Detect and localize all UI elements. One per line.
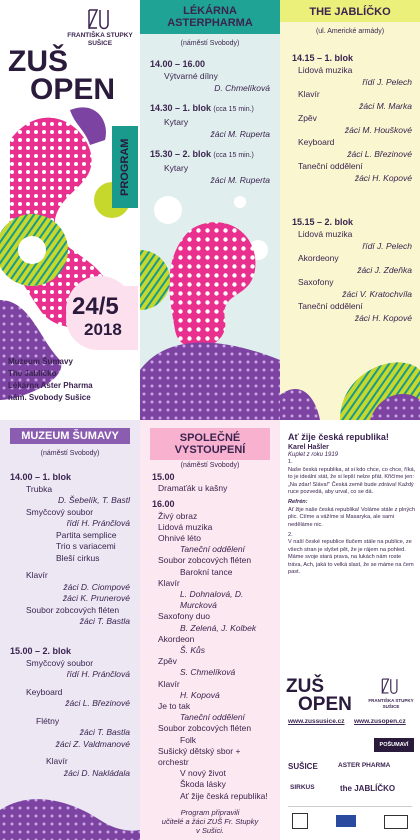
web-link-zusopen[interactable]: www.zusopen.cz (354, 718, 406, 725)
jablicko-decoration (280, 340, 420, 420)
item-performer: Š. Kůs (180, 645, 206, 656)
funding-logos (288, 806, 412, 831)
item-name: Ohnivé léto (158, 533, 201, 544)
item-name: Sušický dětský sbor + orchestr (158, 745, 241, 768)
item-name: Taneční oddělení (298, 301, 363, 311)
cover-panel (0, 0, 140, 420)
item-name: Klavír (298, 89, 320, 99)
item-performer: V nový život (180, 768, 226, 779)
item-performer: Ať žije česká republika! (180, 790, 268, 801)
spolecne-title (140, 432, 280, 456)
item-performer: Taneční oddělení (180, 712, 245, 723)
item-name: Je to tak (158, 701, 191, 712)
ministry-logo-icon (384, 815, 408, 829)
item-name: Živý obraz (158, 510, 198, 521)
eu-flag-icon (336, 815, 356, 827)
item-performer: Barokní tance (180, 566, 233, 577)
jablicko-title: THE JABLÍČKO (309, 6, 391, 18)
refren-label: Refrén: (288, 499, 308, 506)
item-name: Keyboard (26, 686, 63, 697)
item-name: Kytary (164, 117, 189, 127)
logo-line1: ZUŠ (8, 45, 68, 78)
item-name: Taneční oddělení (298, 161, 363, 171)
item-name: Soubor zobcových fléten (158, 555, 252, 566)
song-subtitle: Kuplet z roku 1919 (288, 452, 339, 458)
item-name: Trubka (26, 483, 53, 494)
item-name: Lidová muzika (298, 65, 353, 75)
item-performer: Škoda lásky (180, 779, 226, 790)
partner-susice: SUŠICE (288, 762, 318, 771)
refren-text: Ať žije naše česká republika! Voláme stále z plných plic. Ctíme a vážíme si Masaryka, ale sami neděláme nic. (288, 506, 416, 528)
logo-line2: OPEN (30, 73, 116, 106)
item-performer: žáci M. Ruperta (210, 129, 270, 139)
spolecne-title-line1: SPOLEČNÉ (179, 432, 241, 444)
partner-aster-pharma: ASTER PHARMA (338, 762, 391, 769)
item-name: Trio s variacemi (56, 541, 116, 551)
item-performer: H. Kopová (180, 689, 220, 700)
lekarna-panel (140, 0, 280, 420)
item-name: Klavír (158, 678, 180, 689)
item-name: Klavír (26, 570, 48, 580)
venue-item: The Jablíčko (8, 369, 57, 378)
muzeum-block2 (10, 646, 130, 779)
item-performer: S. Chmelíková (180, 667, 236, 678)
item-name: Soubor zobcových fléten (26, 604, 120, 615)
item-performer: žáci L. Březinové (347, 149, 412, 159)
block-time: 14.15 – 1. blok (292, 53, 354, 63)
song-author: Karel Hašler (288, 444, 329, 451)
item-performer: řídí H. Pránčlová (66, 518, 130, 528)
coat-of-arms-icon (292, 813, 308, 829)
school-logo (86, 6, 112, 32)
school-name-small (366, 698, 416, 710)
logo-line2: OPEN (298, 694, 352, 715)
date: 24/5 (72, 293, 119, 320)
item-performer: D. Chmelíková (214, 83, 270, 93)
lekarna-title (140, 5, 280, 29)
year: 2018 (84, 320, 122, 339)
jablicko-block1 (292, 52, 412, 184)
item-name: Soubor zobcových fléten (158, 723, 252, 734)
item-performer: řídí J. Pelech (362, 77, 412, 87)
item-name: Smyčcový soubor (26, 506, 94, 517)
item-name: Akordeony (298, 253, 339, 263)
muzeum-block1 (10, 472, 130, 628)
muzeum-decoration (0, 780, 140, 840)
time-slot: 14.00 – 16.00 (150, 59, 206, 69)
item-performer: žáci D. Ciompové (63, 581, 130, 592)
song-panel (280, 420, 420, 840)
partner-sirkus: SIRKUS (290, 784, 315, 791)
item-name: Keyboard (298, 137, 335, 147)
song-text (288, 432, 416, 577)
time-slot: 15.00 (152, 472, 175, 482)
item-name: Lidová muzika (158, 521, 213, 532)
item-performer: žáci L. Březinové (65, 698, 130, 708)
item-performer: B. Zelená, J. Kolbek (180, 622, 257, 633)
school-city-line: SUŠICE (382, 704, 400, 709)
item-name: Zpěv (158, 656, 177, 667)
program-label: PROGRAM (112, 126, 138, 208)
item-name: Akordeon (158, 633, 195, 644)
school-name-line: FRANTIŠKA STUPKY (67, 32, 133, 39)
item-performer: L. Dohnalová, D. Murcková (180, 589, 244, 611)
time-slot: 14.30 – 1. blok (150, 103, 212, 113)
jablicko-subtitle: (ul. Americké armády) (315, 28, 385, 35)
item-performer: žáci T. Bastla (79, 616, 130, 626)
spolecne-title-line2: VYSTOUPENÍ (174, 444, 246, 456)
footer-line: Program připravili (180, 808, 240, 817)
venue-item: Lékárna Aster Pharma (8, 381, 93, 390)
muzeum-title: MUZEUM ŠUMAVY (21, 430, 119, 442)
item-name: Výtvarné dílny (164, 71, 218, 81)
item-name: Smyčcový soubor (26, 657, 94, 668)
school-name-line: FRANTIŠKA STUPKY (368, 698, 414, 703)
item-performer: Taneční oddělení (180, 544, 245, 555)
spolecne-footer (140, 808, 280, 835)
venues-list (8, 356, 93, 404)
item-name: Saxofony duo (158, 611, 210, 622)
item-performer: žáci V. Kratochvíla (342, 289, 412, 299)
logo-line1: ZUŠ (286, 676, 324, 697)
lekarna-decoration (140, 190, 280, 420)
item-performer: žáci M. Houškové (344, 125, 412, 135)
web-link-zussusice[interactable]: www.zussusice.cz (288, 718, 345, 725)
school-name (60, 32, 140, 48)
item-performer: žáci T. Bastla (79, 727, 130, 737)
item-name: Bleší cirkus (56, 552, 100, 563)
jablicko-panel (280, 0, 420, 420)
muzeum-panel (0, 420, 140, 840)
jablicko-block2 (292, 216, 412, 324)
item-performer: žáci H. Kopové (354, 313, 412, 323)
item-name: Flétny (36, 715, 60, 726)
venue-item: nám. Svobody Sušice (8, 393, 91, 402)
lekarna-title-line2: ASTERPHARMA (167, 17, 253, 29)
item-performer: žáci H. Kopové (354, 173, 412, 183)
item-performer: žáci M. Ruperta (210, 175, 270, 185)
item-name: Partita semplice (56, 529, 117, 540)
block-time: 14.00 – 1. blok (10, 472, 72, 482)
lekarna-title-line1: LÉKÁRNA (183, 5, 237, 17)
spolecne-program (152, 472, 272, 802)
item-performer: řídí J. Pelech (362, 241, 412, 251)
lekarna-subtitle: (náměstí Svobody) (180, 40, 240, 47)
item-performer: žáci D. Nakládala (63, 767, 130, 778)
spolecne-panel (140, 420, 280, 840)
item-name: Klavír (46, 756, 68, 766)
verse-text: Naše česká republika, at si kdo chce, co chce, říká, to je ideální stát, že si lepší nelze přát. Křičíme jen: „Na zdar! Sláva!" Česká země bude zdráva! Každý ruce pozvedá, aby urval, co se dá. (288, 466, 416, 496)
item-name: Lidová muzika (298, 229, 353, 239)
block-time: 15.15 – 2. blok (292, 217, 354, 227)
item-performer: žáci Z. Valdmanové (55, 738, 130, 749)
block-time: 15.00 – 2. blok (10, 646, 72, 656)
item-name: Dramaťák u kašny (158, 483, 228, 494)
time-slot: 15.30 – 2. blok (150, 149, 212, 159)
item-name: Saxofony (298, 277, 334, 287)
verse-text: V naší české republice tlučem stále na publice, ze všech stran je slyšet pět, že je rájem na pohled. Máme svoje stará prava, na lukách nám roste tráva, Ach, jaká to velká slast, že se máme na čem past. (288, 539, 414, 576)
school-city-line: SUŠICE (87, 40, 113, 47)
item-performer: žáci M. Marka (359, 101, 412, 111)
item-performer: žáci J. Zdeňka (357, 265, 412, 275)
item-name: Klavír (158, 577, 180, 588)
item-performer: žáci K. Prunerové (62, 593, 130, 603)
item-performer: Folk (180, 734, 197, 745)
time-note: (cca 15 min.) (213, 152, 254, 159)
partner-jablicko: the JABLÍČKO (340, 784, 396, 793)
venue-item: Muzeum Šumavy (8, 357, 73, 366)
partner-posumavi: POŠUMAVÍ (374, 738, 414, 752)
footer-line: v Sušici. (196, 826, 224, 835)
item-performer: D. Šebelík, T. Bastl (58, 495, 130, 505)
verse-number: 2. (288, 532, 293, 539)
item-name: Kytary (164, 163, 189, 173)
school-logo-small (380, 676, 400, 696)
verse-number: 1. (288, 459, 293, 466)
item-name: Zpěv (298, 113, 317, 123)
time-note: (cca 15 min.) (213, 106, 254, 113)
zus-open-logo (8, 45, 116, 106)
footer-line: učitelé a žáci ZUŠ Fr. Stupky (161, 817, 259, 826)
muzeum-subtitle: (náměstí Svobody) (40, 450, 100, 457)
lekarna-program (150, 58, 270, 186)
time-slot: 16.00 (152, 499, 175, 510)
song-title: Ať žije česká republika! (288, 432, 389, 442)
zus-open-logo-small (286, 678, 352, 714)
item-performer: řídí H. Pránčlová (66, 669, 130, 679)
spolecne-subtitle: (náměstí Svobody) (180, 462, 240, 469)
